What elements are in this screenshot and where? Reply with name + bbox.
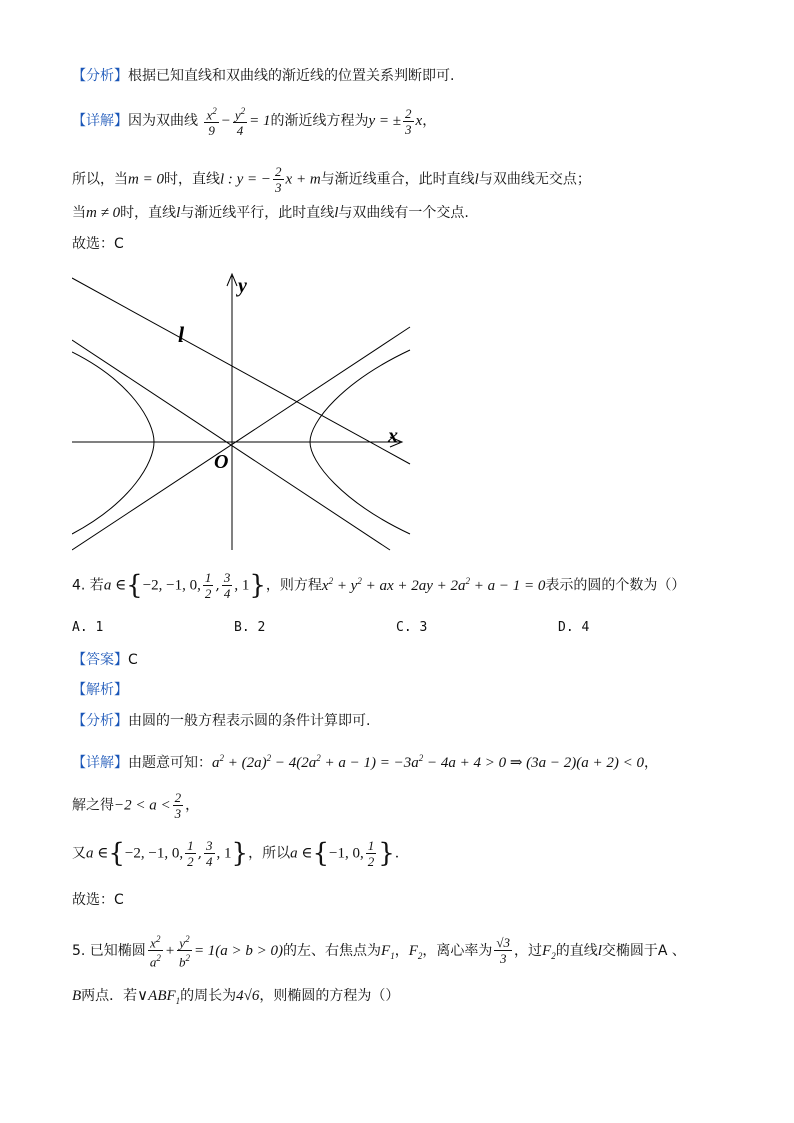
y-label: y xyxy=(238,275,247,297)
text: 与双曲线无交点； xyxy=(478,171,591,188)
q4-set-line: 又a ∈{−2, −1, 0, $\frac{1}{2}$ , $\frac{3}{4}$ , 1}，所以a ∈{−1, 0, $\frac{1}{2}$ }. xyxy=(72,838,400,869)
explanation-header xyxy=(72,680,128,700)
analysis-line-1 xyxy=(72,66,454,86)
q5-text-e: 的直线 xyxy=(555,942,598,959)
option-d: D. 4 xyxy=(558,620,590,635)
text: 所以，当 xyxy=(72,171,128,188)
answer-tag: 【答案】 xyxy=(72,652,128,668)
q5-text-h: 的周长为 xyxy=(180,988,237,1004)
text: 与渐近线平行，此时直线 xyxy=(180,205,335,221)
line-l-label: l xyxy=(178,322,185,347)
q5-text-f: 交椭圆于A 、 xyxy=(601,942,686,959)
analysis-tag: 【分析】 xyxy=(72,68,128,84)
explanation-tag: 【解析】 xyxy=(72,682,128,698)
q5-text-a: 5. 已知椭圆 xyxy=(72,942,146,959)
line-slope-frac: $\frac{2}{3}$ xyxy=(275,164,282,195)
q5-text-g: 两点．若 xyxy=(81,988,138,1004)
detail-line-3: 当m ≠ 0时，直线l与渐近线平行，此时直线l与双曲线有一个交点. xyxy=(72,205,469,221)
q4-detail-line: 【详解】由题意可知：$a^2 + (2a)^2 - 4(2a^2 + a - 1) = -3a^2 - 4a + 4 > 0$ ⇒ (3a − 2)(a + 2) < 0， xyxy=(72,753,659,771)
choice-line-2 xyxy=(72,890,124,910)
origin-label: O xyxy=(214,451,229,473)
q5-text-b: 的左、右焦点为 xyxy=(283,942,382,959)
asymptote-frac: $\frac{2}{3}$ xyxy=(405,105,412,137)
asymptote-positive xyxy=(72,327,410,550)
hyperbola-frac-y: $\frac{y^2}{4}$ xyxy=(234,106,246,139)
answer-value: C xyxy=(128,652,138,668)
option-b: B. 2 xyxy=(234,620,266,635)
q5-text-i: ，则椭圆的方程为（） xyxy=(259,988,400,1004)
question-5-cont: B两点．若$\vee ABF_1$的周长为4√6，则椭圆的方程为（） xyxy=(72,988,400,1006)
q4-analysis-line xyxy=(72,711,370,731)
analysis-text: 根据已知直线和双曲线的渐近线的位置关系判断即可. xyxy=(128,68,455,84)
q5-text-c: ，离心率为 xyxy=(422,942,493,959)
detail-line-1: 【详解】因为双曲线 $\frac{x^2}{9}$ − $\frac{y^2}{4}$ = 1的渐近线方程为y = ± $\frac{2}{3}$ x， xyxy=(72,105,437,139)
text: 与双曲线有一个交点. xyxy=(338,205,469,221)
line-l xyxy=(72,278,410,464)
detail-text-a: 因为双曲线 xyxy=(128,113,198,130)
detail-text-2: 由题意可知： xyxy=(128,755,212,771)
set-text-b: ，所以 xyxy=(248,845,291,862)
q5-text-d: ，过 xyxy=(514,942,543,959)
choice-text-2: 故选：C xyxy=(72,892,124,908)
x-label: x xyxy=(388,425,398,447)
option-c: C. 3 xyxy=(396,620,428,635)
q4-text-c: 表示的圆的个数为（） xyxy=(545,577,686,594)
hyperbola-graph xyxy=(72,272,412,552)
question-5: 5. 已知椭圆 $\frac{x^2}{a^2}$ + $\frac{y^2}{b^2}$ = 1(a > b > 0)的左、右焦点为$F_1$，$F_2$，离心率为 $\frac{√3}{3}$ ，过$F_2$的直线l交椭圆于A 、 xyxy=(72,934,686,970)
detail-tag-2: 【详解】 xyxy=(72,755,128,771)
hyperbola-left-branch xyxy=(72,352,154,534)
solve-text: 解之得 xyxy=(72,797,114,814)
analysis-text-2: 由圆的一般方程表示圆的条件计算即可. xyxy=(128,713,371,729)
detail-text-b: 的渐近线方程为 xyxy=(270,113,369,130)
text: 当 xyxy=(72,205,86,221)
text: 时，直线 xyxy=(120,205,177,221)
q4-text-a: 4. 若 xyxy=(72,577,104,594)
option-a: A. 1 xyxy=(72,620,104,635)
q4-solve-line: 解之得−2 < a < $\frac{2}{3}$ ， xyxy=(72,790,200,821)
question-4: 4. 若a ∈{−2, −1, 0, $\frac{1}{2}$ , $\frac{3}{4}$ , 1}，则方程$x^2 + y^2$ + ax + $2ay + 2a^2 + a - 1 = 0$表示的圆的个数为（） xyxy=(72,570,686,601)
q4-text-b: ，则方程 xyxy=(265,577,322,594)
text: 与渐近线重合，此时直线 xyxy=(320,171,475,188)
answer-line xyxy=(72,650,138,670)
detail-tag: 【详解】 xyxy=(72,113,128,130)
text: 时，直线 xyxy=(163,171,220,188)
hyperbola-frac-x: $\frac{x^2}{9}$ xyxy=(206,106,217,139)
analysis-tag-2: 【分析】 xyxy=(72,713,128,729)
detail-line-2: 所以，当m = 0时，直线l : y = − $\frac{2}{3}$ x + m与渐近线重合，此时直线l与双曲线无交点； xyxy=(72,164,591,195)
choice-text: 故选：C xyxy=(72,236,124,252)
choice-line-1 xyxy=(72,234,124,254)
set-text-a: 又 xyxy=(72,845,86,862)
